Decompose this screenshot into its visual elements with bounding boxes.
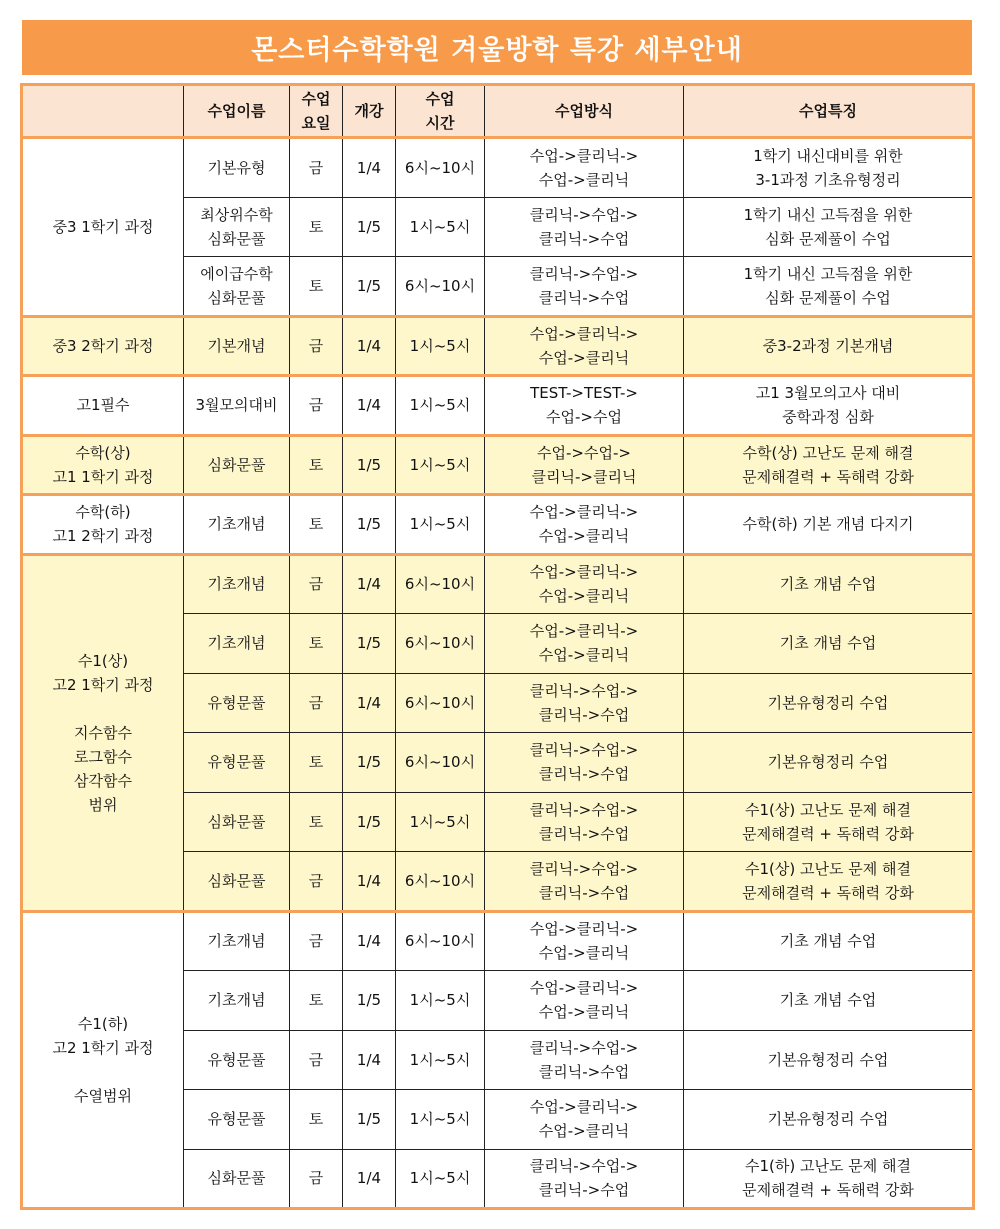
class-name-line: 기초개념 [207,575,266,594]
class-feature-line: 문제해결력 + 독해력 강화 [742,883,914,902]
class-feature-line: 1학기 내신 고득점을 위한 [743,264,913,283]
class-start-cell: 1/4 [343,911,396,971]
class-feature-line: 수1(상) 고난도 문제 해결 [745,859,911,878]
class-time-cell: 1시~5시 [396,1149,485,1209]
class-method-cell [485,614,684,674]
group-label-line: 수열범위 [74,1086,132,1105]
class-start-cell: 1/4 [343,554,396,614]
class-name-line: 심화문풀 [207,288,266,307]
class-time-cell: 6시~10시 [396,733,485,793]
group-label-line: 고1필수 [76,396,130,415]
course-group [22,138,974,317]
class-start-cell: 1/5 [343,197,396,257]
class-name-cell [184,792,290,852]
class-name-cell [184,971,290,1031]
group-label [22,495,184,555]
class-name-line: 유형문풀 [207,753,266,772]
class-start-cell: 1/4 [343,1149,396,1209]
class-name-cell [184,852,290,912]
header-method: 수업방식 [485,85,684,138]
class-start-cell: 1/4 [343,138,396,198]
class-method-line: 클리닉->수업 [538,1062,630,1081]
group-label-line: 수1(하) [77,1014,129,1033]
class-time-cell: 6시~10시 [396,138,485,198]
class-method-line: 클리닉->수업-> [529,205,639,224]
class-feature-line: 문제해결력 + 독해력 강화 [742,824,914,843]
class-method-cell [485,495,684,555]
group-label-line: 고2 1학기 과정 [52,1038,154,1057]
class-name-cell [184,495,290,555]
class-feature-cell [684,673,974,733]
header-row [22,85,974,138]
course-group [22,911,974,1209]
class-time-cell: 1시~5시 [396,495,485,555]
class-time-cell: 6시~10시 [396,257,485,317]
header-time-line: 시간 [425,114,455,132]
class-name-line: 심화문풀 [207,812,266,831]
class-day-cell: 금 [290,911,343,971]
class-method-line: 수업->클리닉 [538,944,630,963]
class-method-line: 수업->클리닉 [538,527,630,546]
class-method-cell [485,316,684,376]
class-name-cell [184,138,290,198]
class-name-cell [184,554,290,614]
class-name-line: 3월모의대비 [195,396,278,415]
class-feature-line: 문제해결력 + 독해력 강화 [742,1181,914,1200]
class-method-line: 클리닉->수업-> [529,264,639,283]
header-group [22,85,184,138]
schedule-table [20,83,975,1210]
class-time-cell: 1시~5시 [396,792,485,852]
group-label-line: 범위 [88,795,118,814]
class-start-cell: 1/5 [343,257,396,317]
class-day-cell: 금 [290,852,343,912]
class-time-cell: 6시~10시 [396,673,485,733]
class-feature-cell [684,138,974,198]
header-name: 수업이름 [184,85,290,138]
class-method-cell [485,673,684,733]
class-time-cell: 1시~5시 [396,316,485,376]
class-day-cell: 토 [290,197,343,257]
class-feature-line: 기본유형정리 수업 [767,1050,889,1069]
class-method-line: 수업->클리닉-> [529,622,639,641]
class-day-cell: 금 [290,138,343,198]
class-name-cell [184,1090,290,1150]
class-start-cell: 1/4 [343,376,396,436]
class-feature-line: 수1(하) 고난도 문제 해결 [745,1157,911,1176]
class-day-cell: 토 [290,971,343,1031]
class-method-line: 수업->클리닉 [538,170,630,189]
class-method-line: 수업->클리닉-> [529,979,639,998]
class-start-cell: 1/5 [343,1090,396,1150]
class-method-cell [485,197,684,257]
class-start-cell: 1/4 [343,673,396,733]
class-method-line: 수업->클리닉-> [529,146,639,165]
group-label-line: 로그함수 [74,747,132,766]
class-day-cell: 토 [290,733,343,793]
class-name-cell [184,1030,290,1090]
class-feature-line: 기본유형정리 수업 [767,753,889,772]
class-time-cell: 1시~5시 [396,197,485,257]
class-start-cell: 1/5 [343,614,396,674]
table-row [22,376,974,436]
group-label-line: 중3 2학기 과정 [52,336,154,355]
class-feature-line: 기초 개념 수업 [779,991,877,1010]
class-feature-line: 기본유형정리 수업 [767,1110,889,1129]
class-method-cell [485,1090,684,1150]
class-name-cell [184,376,290,436]
class-feature-cell [684,1090,974,1150]
table-row [22,138,974,198]
page-title: 몬스터수학학원 겨울방학 특강 세부안내 [22,20,972,75]
table-row [22,495,974,555]
class-feature-line: 기초 개념 수업 [779,575,877,594]
class-name-line: 유형문풀 [207,693,266,712]
class-day-cell: 토 [290,792,343,852]
class-time-cell: 1시~5시 [396,435,485,495]
class-method-cell [485,1149,684,1209]
class-name-cell [184,197,290,257]
class-time-cell: 1시~5시 [396,1090,485,1150]
header-start: 개강 [343,85,396,138]
class-time-cell: 6시~10시 [396,911,485,971]
class-feature-cell [684,554,974,614]
course-group [22,495,974,555]
class-feature-line: 기본유형정리 수업 [767,693,889,712]
class-name-cell [184,316,290,376]
class-day-cell: 금 [290,673,343,733]
class-method-cell [485,971,684,1031]
class-day-cell: 금 [290,554,343,614]
class-feature-line: 1학기 내신 고득점을 위한 [743,205,913,224]
class-start-cell: 1/4 [343,1030,396,1090]
class-method-line: 수업->클리닉-> [529,563,639,582]
class-time-cell: 1시~5시 [396,1030,485,1090]
class-method-line: 수업->수업 [546,408,622,427]
class-method-line: 수업->클리닉-> [529,920,639,939]
class-feature-line: 심화 문제풀이 수업 [765,229,891,248]
class-method-line: 클리닉->수업-> [529,1038,639,1057]
group-label-line: 고2 1학기 과정 [52,675,154,694]
group-label [22,435,184,495]
class-time-cell: 1시~5시 [396,971,485,1031]
class-day-cell: 토 [290,614,343,674]
class-method-cell [485,911,684,971]
class-feature-cell [684,1149,974,1209]
class-name-cell [184,614,290,674]
class-name-line: 심화문풀 [207,229,266,248]
class-feature-cell [684,792,974,852]
class-method-line: 수업->클리닉-> [529,324,639,343]
class-method-line: 수업->클리닉 [538,587,630,606]
class-feature-line: 중3-2과정 기본개념 [762,336,894,355]
class-method-line: 클리닉->수업 [538,883,630,902]
class-start-cell: 1/5 [343,733,396,793]
group-label [22,138,184,317]
class-name-line: 기본개념 [207,336,266,355]
group-label-line: 수학(상) [75,443,131,462]
class-start-cell: 1/5 [343,435,396,495]
class-method-line: 클리닉->수업 [538,229,630,248]
class-method-line: 클리닉->수업 [538,765,630,784]
class-day-cell: 토 [290,495,343,555]
table-row [22,435,974,495]
class-method-cell [485,376,684,436]
class-start-cell: 1/4 [343,316,396,376]
class-method-line: 클리닉->클리닉 [531,467,637,486]
class-name-cell [184,1149,290,1209]
class-method-line: 수업->클리닉-> [529,503,639,522]
table-row [22,554,974,614]
group-label-line [23,1060,183,1084]
class-feature-line: 심화 문제풀이 수업 [765,288,891,307]
header-time [396,85,485,138]
class-feature-cell [684,733,974,793]
class-name-cell [184,257,290,317]
class-feature-cell [684,376,974,436]
group-label-line: 수1(상) [77,651,129,670]
class-feature-cell [684,316,974,376]
class-name-line: 기초개념 [207,932,266,951]
class-feature-line: 기초 개념 수업 [779,932,877,951]
class-method-line: 클리닉->수업 [538,705,630,724]
group-label [22,911,184,1209]
group-label-line [23,697,183,721]
class-method-cell [485,554,684,614]
class-method-cell [485,1030,684,1090]
class-feature-line: 1학기 내신대비를 위한 [753,146,903,165]
class-name-line: 기초개념 [207,991,266,1010]
class-start-cell: 1/5 [343,792,396,852]
group-label-line: 고1 2학기 과정 [52,527,154,546]
class-method-line: 수업->클리닉 [538,646,630,665]
class-method-line: 수업->클리닉-> [529,1098,639,1117]
class-method-line: 수업->클리닉 [538,1003,630,1022]
class-feature-line: 중학과정 심화 [782,408,874,427]
class-method-line: 클리닉->수업-> [529,859,639,878]
class-name-line: 심화문풀 [207,871,266,890]
class-feature-line: 수학(하) 기본 개념 다지기 [742,515,914,534]
class-name-cell [184,911,290,971]
class-name-line: 유형문풀 [207,1050,266,1069]
course-group [22,435,974,495]
group-label-line: 고1 1학기 과정 [52,467,154,486]
course-group [22,376,974,436]
class-start-cell: 1/4 [343,852,396,912]
class-day-cell: 토 [290,435,343,495]
class-method-cell [485,733,684,793]
class-feature-cell [684,257,974,317]
group-label [22,376,184,436]
table-row [22,316,974,376]
class-name-cell [184,673,290,733]
class-time-cell: 1시~5시 [396,376,485,436]
group-label-line: 삼각함수 [74,771,132,790]
class-time-cell: 6시~10시 [396,614,485,674]
class-day-cell: 금 [290,1030,343,1090]
class-name-line: 기초개념 [207,515,266,534]
group-label-line: 중3 1학기 과정 [52,217,154,236]
class-method-line: 클리닉->수업 [538,824,630,843]
class-feature-cell [684,435,974,495]
class-name-cell [184,435,290,495]
class-time-cell: 6시~10시 [396,554,485,614]
header-time-line: 수업 [425,90,455,108]
class-method-line: 클리닉->수업 [538,288,630,307]
class-feature-cell [684,614,974,674]
class-feature-cell [684,495,974,555]
class-method-line: 수업->수업-> [537,443,631,462]
class-feature-cell [684,1030,974,1090]
class-start-cell: 1/5 [343,495,396,555]
class-method-line: 클리닉->수업-> [529,1157,639,1176]
header-day [290,85,343,138]
header-feature: 수업특징 [684,85,974,138]
class-time-cell: 6시~10시 [396,852,485,912]
class-name-line: 에이급수학 [200,264,273,283]
table-row [22,911,974,971]
class-name-cell [184,733,290,793]
class-method-line: 클리닉->수업-> [529,681,639,700]
class-day-cell: 금 [290,1149,343,1209]
class-feature-line: 3-1과정 기초유형정리 [755,170,901,189]
class-feature-cell [684,911,974,971]
class-name-line: 심화문풀 [207,1169,266,1188]
class-method-cell [485,138,684,198]
class-method-line: 클리닉->수업 [538,1181,630,1200]
group-label-line: 지수함수 [74,723,132,742]
course-group [22,554,974,911]
class-name-line: 최상위수학 [200,205,273,224]
class-day-cell: 토 [290,1090,343,1150]
class-feature-line: 고1 3월모의고사 대비 [755,384,901,403]
class-method-cell [485,435,684,495]
class-name-line: 기초개념 [207,634,266,653]
class-method-line: 수업->클리닉 [538,1122,630,1141]
header-day-line: 요일 [301,114,331,132]
class-method-cell [485,852,684,912]
class-feature-line: 수1(상) 고난도 문제 해결 [745,800,911,819]
class-feature-line: 수학(상) 고난도 문제 해결 [742,443,914,462]
class-feature-cell [684,197,974,257]
class-method-line: 수업->클리닉 [538,348,630,367]
header-day-line: 수업 [301,90,331,108]
class-method-line: 클리닉->수업-> [529,741,639,760]
class-feature-cell [684,971,974,1031]
class-method-line: 클리닉->수업-> [529,800,639,819]
class-day-cell: 금 [290,376,343,436]
group-label-line: 수학(하) [75,503,131,522]
group-label [22,316,184,376]
class-name-line: 심화문풀 [207,455,266,474]
class-method-cell [485,257,684,317]
class-feature-cell [684,852,974,912]
class-day-cell: 금 [290,316,343,376]
class-method-cell [485,792,684,852]
class-name-line: 유형문풀 [207,1110,266,1129]
class-feature-line: 기초 개념 수업 [779,634,877,653]
class-name-line: 기본유형 [207,158,266,177]
class-day-cell: 토 [290,257,343,317]
group-label [22,554,184,911]
class-method-line: TEST->TEST-> [530,384,638,403]
class-feature-line: 문제해결력 + 독해력 강화 [742,467,914,486]
class-start-cell: 1/5 [343,971,396,1031]
course-group [22,316,974,376]
